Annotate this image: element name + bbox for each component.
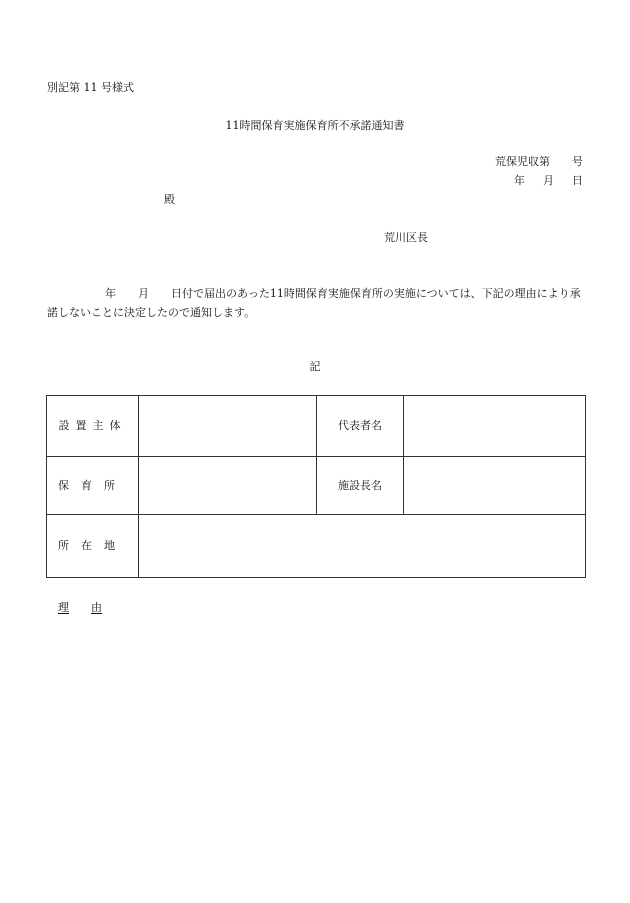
reason-label bbox=[58, 601, 102, 614]
info-table bbox=[46, 395, 586, 578]
issuer: 荒川区長 bbox=[384, 231, 428, 244]
reference-month: 月 bbox=[543, 174, 554, 187]
body-text: 日付で届出のあった11時間保育実施保育所の実施については、下記の理由により承諾しないことに決定したので通知します。 bbox=[47, 287, 581, 319]
body-year: 年 bbox=[105, 287, 116, 300]
address-field[interactable] bbox=[139, 515, 586, 578]
director-field[interactable] bbox=[404, 457, 586, 515]
reference-prefix: 荒保児収第 bbox=[495, 155, 550, 168]
recipient-honorific: 殿 bbox=[164, 193, 175, 206]
reference-year: 年 bbox=[514, 174, 525, 187]
reason-label-1: 理 bbox=[58, 601, 69, 614]
document-title: 11時間保育実施保育所不承諾通知書 bbox=[225, 119, 405, 132]
representative-label: 代表者名 bbox=[317, 396, 404, 457]
body-month: 月 bbox=[138, 287, 149, 300]
form-number: 別記第 11 号様式 bbox=[47, 81, 134, 94]
table-row bbox=[47, 457, 586, 515]
representative-field[interactable] bbox=[404, 396, 586, 457]
body-paragraph bbox=[47, 284, 587, 322]
reference-number-line bbox=[495, 155, 583, 174]
table-row bbox=[47, 515, 586, 578]
director-label: 施設長名 bbox=[317, 457, 404, 515]
reason-label-2: 由 bbox=[91, 601, 102, 614]
reference-day: 日 bbox=[572, 174, 583, 187]
reference-date-line bbox=[495, 174, 583, 193]
nursery-field[interactable] bbox=[139, 457, 317, 515]
reference-block bbox=[495, 155, 583, 193]
table-row bbox=[47, 396, 586, 457]
address-label: 所在地 bbox=[47, 515, 139, 578]
establisher-label: 設置主体 bbox=[47, 396, 139, 457]
nursery-label: 保育所 bbox=[47, 457, 139, 515]
ki-label: 記 bbox=[309, 360, 321, 373]
reference-number-suffix: 号 bbox=[572, 155, 583, 168]
establisher-field[interactable] bbox=[139, 396, 317, 457]
